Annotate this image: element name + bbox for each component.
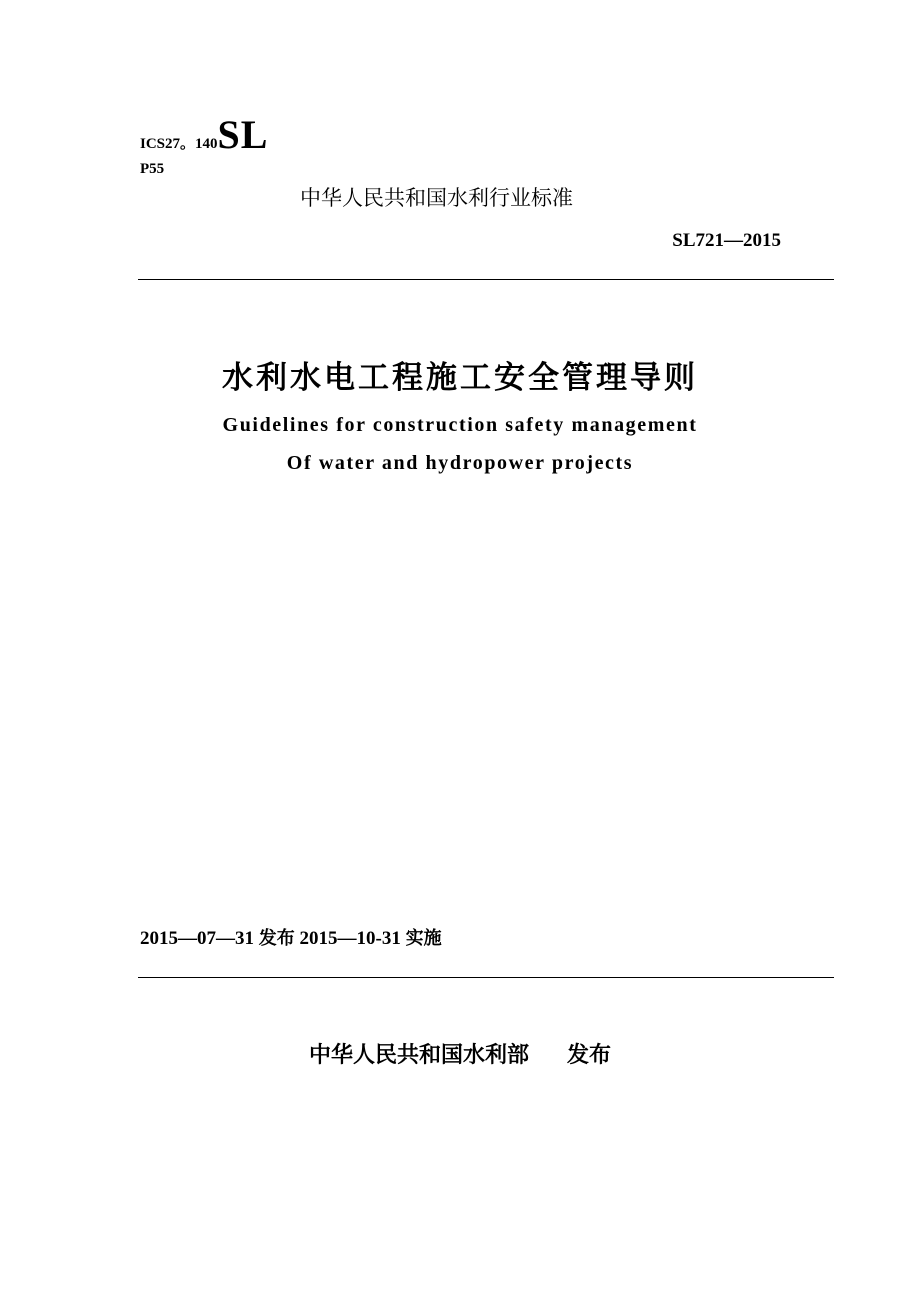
document-title-english-line1: Guidelines for construction safety management bbox=[222, 414, 698, 436]
bottom-divider bbox=[138, 977, 834, 978]
ics-classification bbox=[140, 112, 269, 157]
document-title-chinese: 水利水电工程施工安全管理导则 bbox=[222, 360, 698, 396]
standard-number: SL721—2015 bbox=[672, 230, 781, 251]
issue-date: 2015—07—31 bbox=[140, 928, 254, 949]
publisher-name: 中华人民共和国水利部 bbox=[308, 1043, 529, 1068]
sl-mark: SL bbox=[217, 112, 269, 157]
effective-date: 2015—10-31 bbox=[299, 928, 401, 949]
publisher-action: 发布 bbox=[567, 1043, 612, 1068]
ics-code: ICS27。140 bbox=[140, 136, 218, 152]
document-title-english-line2: Of water and hydropower projects bbox=[286, 452, 634, 474]
top-divider bbox=[138, 279, 834, 280]
effective-label: 实施 bbox=[405, 928, 442, 949]
publisher-line bbox=[0, 1038, 920, 1069]
p-code: P55 bbox=[140, 161, 165, 177]
issue-label: 发布 bbox=[258, 928, 295, 949]
industry-standard-heading: 中华人民共和国水利行业标准 bbox=[300, 186, 573, 210]
issue-effective-dates bbox=[140, 924, 442, 950]
